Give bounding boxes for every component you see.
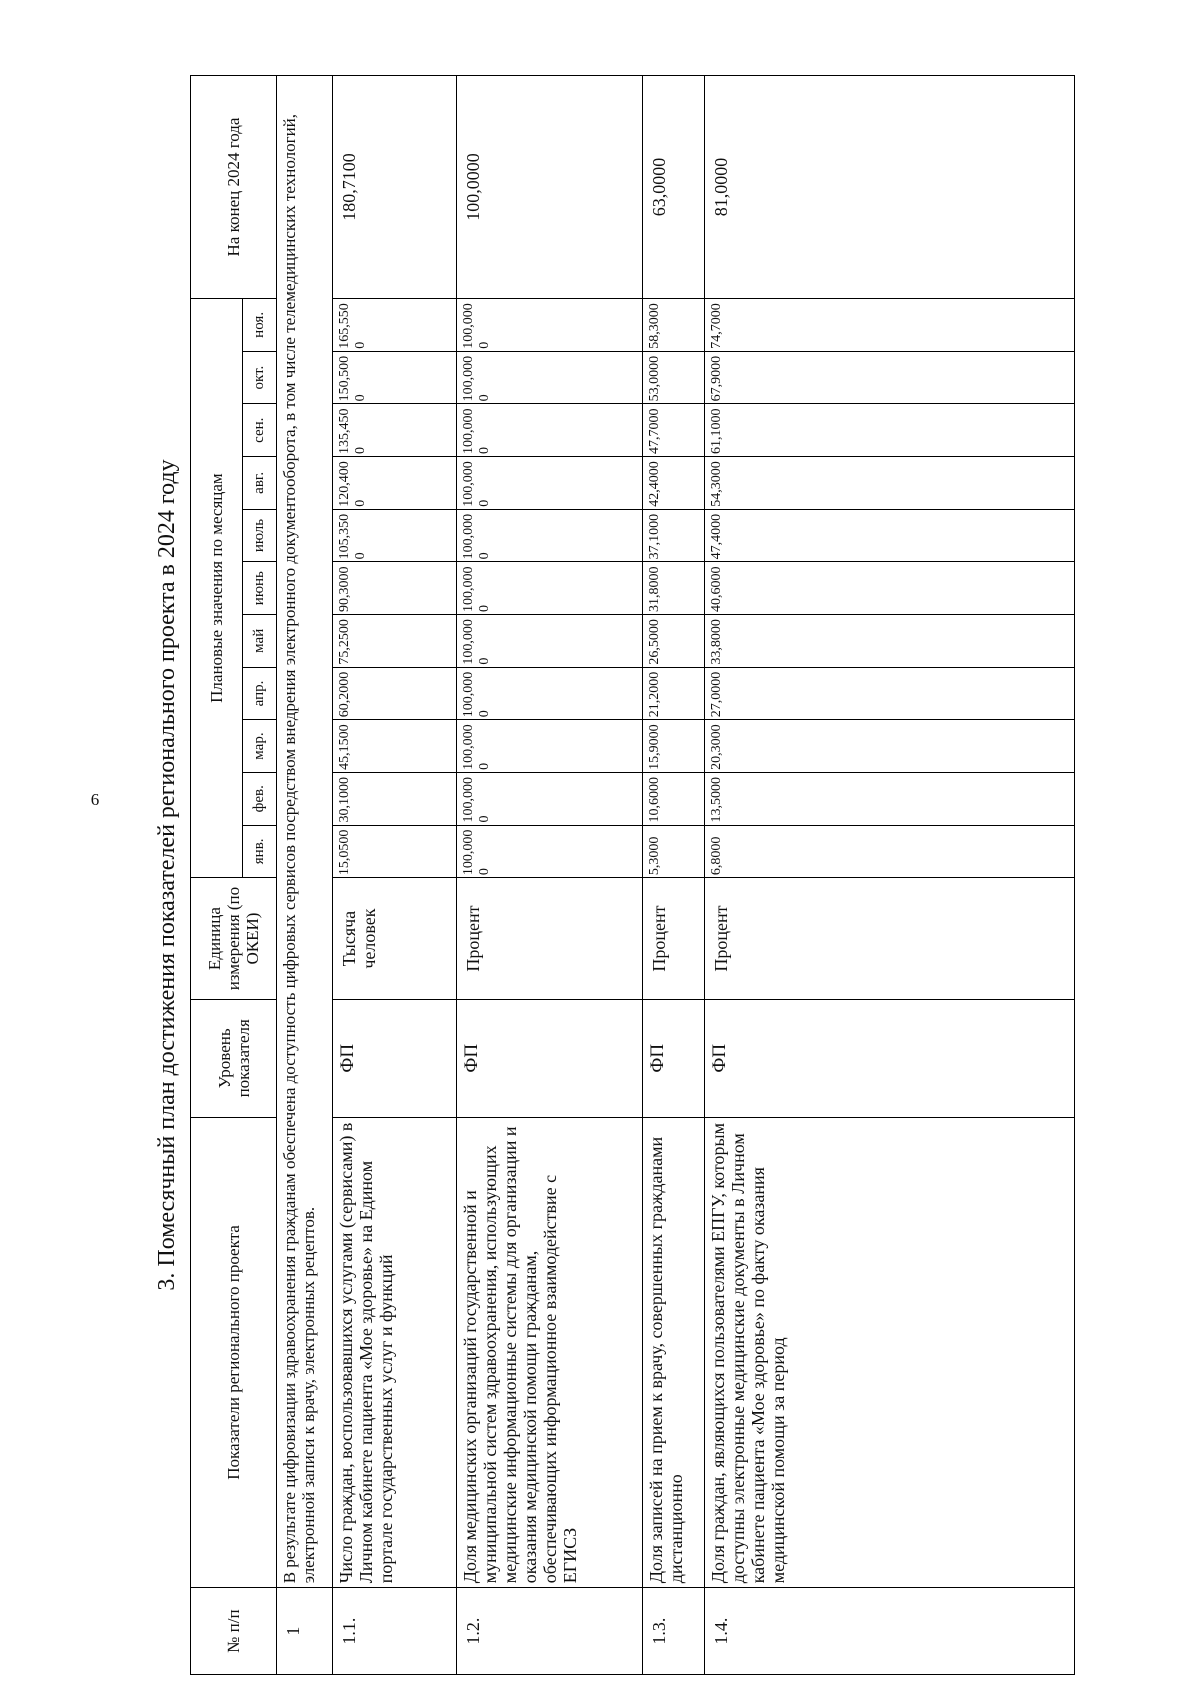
month-value: 5,3000 [643,825,705,878]
month-value: 26,5000 [643,614,705,667]
month-value: 13,5000 [705,772,1075,825]
goal-row [277,76,333,1675]
month-value: 15,0500 [333,825,457,878]
month-value: 33,8000 [705,614,1075,667]
month-value: 15,9000 [643,720,705,773]
rotated-page-content [145,75,1105,1675]
month-value: 100,0000 [457,351,643,404]
goal-num: 1 [277,1588,333,1675]
month-header: янв. [243,825,277,878]
month-value: 30,1000 [333,772,457,825]
indicator-name: Доля записей на прием к врачу, совершенных гражданами дистанционно [643,1117,705,1588]
row-num: 1.1. [333,1588,457,1675]
month-value: 10,6000 [643,772,705,825]
table-row [457,76,643,1675]
month-value: 100,0000 [457,825,643,878]
indicator-unit: Процент [643,878,705,1000]
month-value: 100,0000 [457,404,643,457]
indicator-name: Число граждан, воспользовавшихся услугами (сервисами) в Личном кабинете пациента «Мое здоровье» на Едином портале государственных услуг и функций [333,1117,457,1588]
month-value: 27,0000 [705,667,1075,720]
table-row [705,76,1075,1675]
month-header: апр. [243,667,277,720]
month-value: 40,6000 [705,562,1075,615]
month-header: ноя. [243,298,277,351]
month-value: 105,3500 [333,509,457,562]
month-value: 20,3000 [705,720,1075,773]
month-value: 37,1000 [643,509,705,562]
month-value: 100,0000 [457,298,643,351]
month-header: фев. [243,772,277,825]
goal-text: В результате цифровизации здравоохранения гражданам обеспечена доступность цифровых сервисов посредством внедрения электронного документооборота, в том числе телемедицинских технологий, электронной записи к врачу, электронных рецептов. [277,76,333,1588]
header-unit: Единица измерения (по ОКЕИ) [191,878,277,1000]
month-value: 54,3000 [705,457,1075,510]
header-end-year: На конец 2024 года [191,76,277,299]
month-value: 165,5500 [333,298,457,351]
page-title: 3. Помесячный план достижения показателей регионального проекта в 2024 году [154,459,180,1291]
month-value: 21,2000 [643,667,705,720]
month-value: 42,4000 [643,457,705,510]
month-header: мар. [243,720,277,773]
month-value: 31,8000 [643,562,705,615]
indicator-name: Доля медицинских организаций государственной и муниципальной систем здравоохранения, использующих медицинские информационные системы для организации и оказания медицинской помощи гражданам, обеспечивающих информационное взаимодействие с ЕГИСЗ [457,1117,643,1588]
row-num: 1.2. [457,1588,643,1675]
month-value: 47,7000 [643,404,705,457]
indicator-unit: Процент [457,878,643,1000]
indicator-level: ФП [333,999,457,1117]
month-header: авг. [243,457,277,510]
month-value: 67,9000 [705,351,1075,404]
month-value: 75,2500 [333,614,457,667]
indicator-level: ФП [457,999,643,1117]
month-value: 100,0000 [457,457,643,510]
month-value: 135,4500 [333,404,457,457]
end-year-value: 180,7100 [333,76,457,299]
monthly-plan-table [190,75,1075,1675]
page-number: 6 [90,790,100,809]
header-indicator: Показатели регионального проекта [191,1117,277,1588]
table-row [643,76,705,1675]
month-value: 120,4000 [333,457,457,510]
month-value: 45,1500 [333,720,457,773]
table-row [333,76,457,1675]
month-header: июнь [243,562,277,615]
end-year-value: 100,0000 [457,76,643,299]
end-year-value: 63,0000 [643,76,705,299]
month-value: 90,3000 [333,562,457,615]
indicator-unit: Процент [705,878,1075,1000]
header-monthly: Плановые значения по месяцам [191,298,243,877]
month-value: 100,0000 [457,614,643,667]
month-header: июль [243,509,277,562]
indicator-level: ФП [705,999,1075,1117]
month-value: 100,0000 [457,667,643,720]
month-header: окт. [243,351,277,404]
month-value: 100,0000 [457,562,643,615]
indicator-level: ФП [643,999,705,1117]
month-value: 58,3000 [643,298,705,351]
indicator-name: Доля граждан, являющихся пользователями ЕПГУ, которым доступны электронные медицинские документы в Личном кабинете пациента «Мое здоровье» по факту оказания медицинской помощи за период [705,1117,1075,1588]
month-value: 53,0000 [643,351,705,404]
month-value: 6,8000 [705,825,1075,878]
month-value: 100,0000 [457,720,643,773]
row-num: 1.3. [643,1588,705,1675]
month-value: 47,4000 [705,509,1075,562]
header-num: № п/п [191,1588,277,1675]
month-value: 61,1000 [705,404,1075,457]
month-header: май [243,614,277,667]
row-num: 1.4. [705,1588,1075,1675]
month-value: 74,7000 [705,298,1075,351]
end-year-value: 81,0000 [705,76,1075,299]
month-value: 60,2000 [333,667,457,720]
header-level: Уровень показателя [191,999,277,1117]
month-value: 100,0000 [457,772,643,825]
month-header: сен. [243,404,277,457]
month-value: 100,0000 [457,509,643,562]
indicator-unit: Тысяча человек [333,878,457,1000]
month-value: 150,5000 [333,351,457,404]
